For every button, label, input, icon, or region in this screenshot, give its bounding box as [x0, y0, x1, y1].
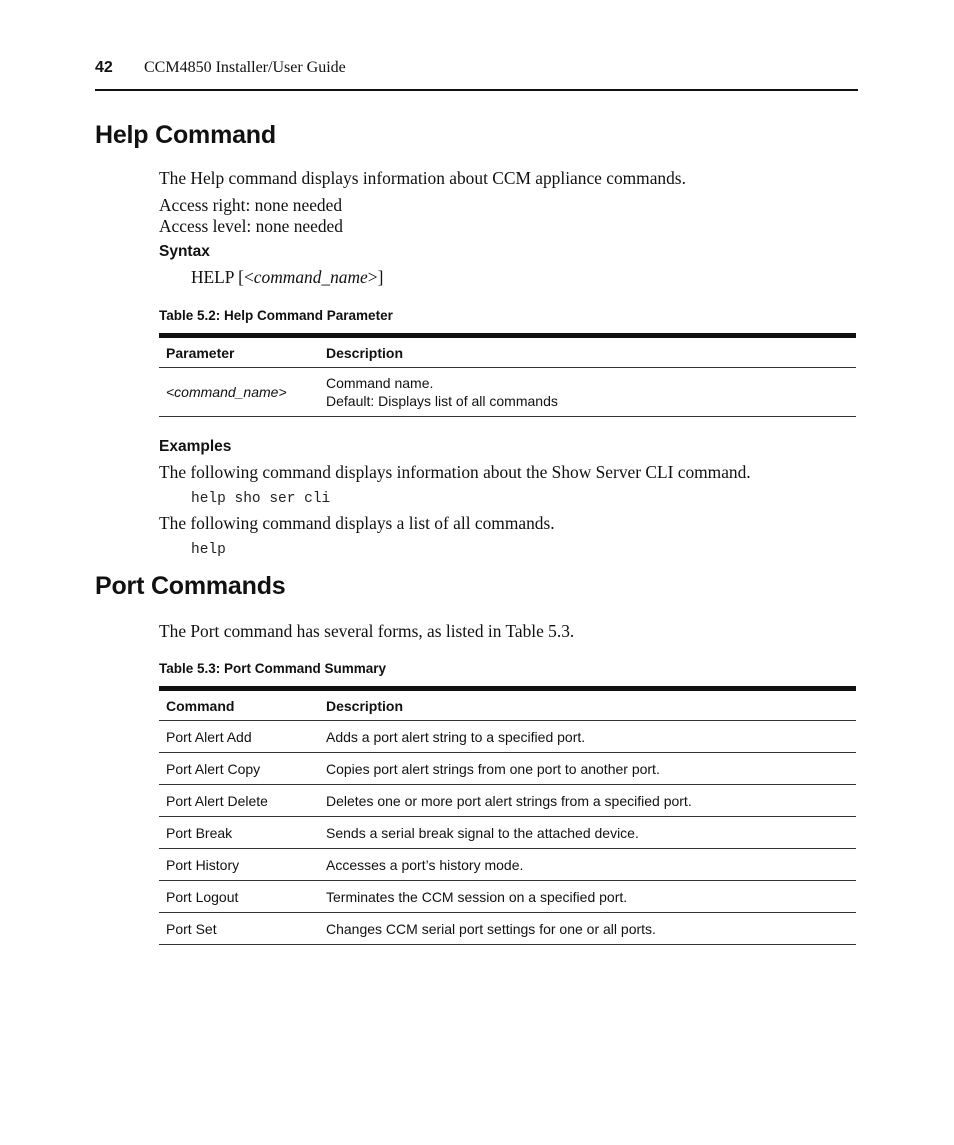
description-cell: Terminates the CCM session on a specified port. — [319, 881, 856, 913]
description-cell — [319, 368, 856, 417]
table-row — [159, 913, 856, 945]
command-cell: Port Alert Delete — [159, 785, 319, 817]
description-cell: Adds a port alert string to a specified port. — [319, 721, 856, 753]
command-cell: Port History — [159, 849, 319, 881]
table-row — [159, 881, 856, 913]
port-intro: The Port command has several forms, as listed in Table 5.3. — [159, 621, 575, 641]
help-intro: The Help command displays information about CCM appliance commands. — [159, 168, 686, 188]
description-line: Command name. — [326, 375, 434, 391]
description-cell: Deletes one or more port alert strings from a specified port. — [319, 785, 856, 817]
table-row — [159, 368, 856, 417]
description-cell: Copies port alert strings from one port to another port. — [319, 753, 856, 785]
description-line: Default: Displays list of all commands — [326, 393, 558, 409]
command-cell: Port Set — [159, 913, 319, 945]
syntax-line — [191, 267, 383, 288]
table-row — [159, 753, 856, 785]
command-cell: Port Break — [159, 817, 319, 849]
example1-code: help sho ser cli — [191, 491, 331, 507]
table-header-row — [159, 689, 856, 721]
guide-title: CCM4850 Installer/User Guide — [144, 59, 346, 76]
help-table-caption: Table 5.2: Help Command Parameter — [159, 308, 393, 323]
syntax-param: command_name — [253, 267, 368, 287]
example2-code: help — [191, 542, 226, 558]
page-header — [95, 58, 858, 91]
command-cell: Port Alert Add — [159, 721, 319, 753]
column-header-parameter: Parameter — [159, 336, 319, 368]
description-cell: Accesses a port’s history mode. — [319, 849, 856, 881]
example2-text: The following command displays a list of all commands. — [159, 513, 555, 533]
syntax-prefix: HELP [< — [191, 267, 254, 287]
column-header-description: Description — [319, 336, 856, 368]
access-right: Access right: none needed — [159, 195, 343, 215]
command-cell: Port Alert Copy — [159, 753, 319, 785]
syntax-heading: Syntax — [159, 243, 210, 260]
port-command-table — [159, 686, 856, 945]
column-header-command: Command — [159, 689, 319, 721]
parameter-cell: <command_name> — [159, 368, 319, 417]
description-cell: Sends a serial break signal to the attached device. — [319, 817, 856, 849]
command-cell: Port Logout — [159, 881, 319, 913]
access-level: Access level: none needed — [159, 216, 343, 236]
table-row — [159, 721, 856, 753]
help-command-heading: Help Command — [95, 121, 276, 149]
examples-heading: Examples — [159, 438, 232, 455]
port-commands-heading: Port Commands — [95, 572, 286, 600]
table-row — [159, 849, 856, 881]
table-row — [159, 817, 856, 849]
example1-text: The following command displays information about the Show Server CLI command. — [159, 462, 751, 482]
syntax-suffix: >] — [367, 267, 384, 287]
column-header-description: Description — [319, 689, 856, 721]
page-number: 42 — [95, 59, 113, 76]
table-row — [159, 785, 856, 817]
description-cell: Changes CCM serial port settings for one or all ports. — [319, 913, 856, 945]
table-header-row — [159, 336, 856, 368]
help-parameter-table — [159, 333, 856, 417]
port-table-caption: Table 5.3: Port Command Summary — [159, 661, 387, 676]
